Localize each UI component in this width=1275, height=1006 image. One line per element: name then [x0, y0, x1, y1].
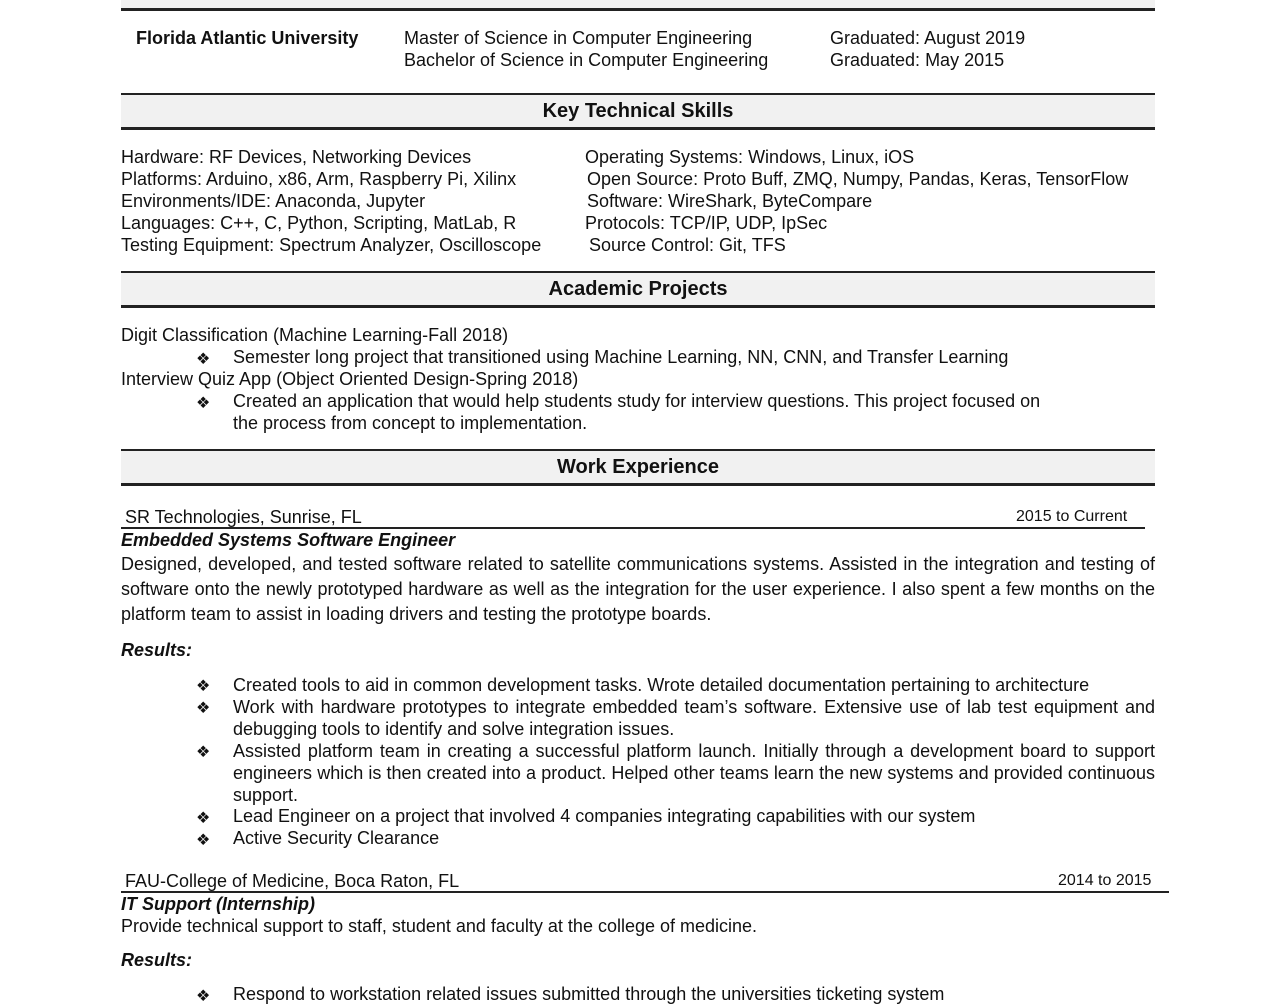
degree-bachelors: Bachelor of Science in Computer Engineering [404, 50, 769, 70]
section-header-skills: Key Technical Skills [121, 93, 1155, 130]
diamond-bullet-icon: ❖ [196, 678, 211, 695]
section-header-work: Work Experience [121, 449, 1155, 486]
project-bullet-text: the process from concept to implementation. [233, 413, 588, 433]
diamond-bullet-icon: ❖ [196, 832, 211, 849]
section-header-projects: Academic Projects [121, 271, 1155, 308]
skill-environments: Environments/IDE: Anaconda, Jupyter [121, 191, 426, 211]
skill-source-control: Source Control: Git, TFS [589, 235, 786, 255]
job-description: Provide technical support to staff, student and faculty at the college of medicine. [121, 916, 758, 936]
employer-name: SR Technologies, Sunrise, FL [125, 507, 362, 527]
skill-hardware: Hardware: RF Devices, Networking Devices [121, 147, 472, 167]
skill-software: Software: WireShark, ByteCompare [587, 191, 873, 211]
employment-dates: 2014 to 2015 [1058, 872, 1152, 889]
graduation-bachelors: Graduated: May 2015 [830, 50, 1005, 70]
employer-underline [121, 891, 1169, 893]
diamond-bullet-icon: ❖ [196, 810, 211, 827]
skill-languages: Languages: C++, C, Python, Scripting, MatLab, R [121, 213, 517, 233]
skill-protocols: Protocols: TCP/IP, UDP, IpSec [585, 213, 828, 233]
diamond-bullet-icon: ❖ [196, 744, 211, 761]
result-item: Lead Engineer on a project that involved 4 companies integrating capabilities with our system [233, 806, 976, 826]
skill-open-source: Open Source: Proto Buff, ZMQ, Numpy, Pandas, Keras, TensorFlow [587, 169, 1129, 189]
skill-operating-systems: Operating Systems: Windows, Linux, iOS [585, 147, 915, 167]
diamond-bullet-icon: ❖ [196, 700, 211, 717]
diamond-bullet-icon: ❖ [196, 988, 211, 1005]
employer-underline [121, 527, 1145, 529]
diamond-bullet-icon: ❖ [196, 351, 211, 368]
top-section-divider [121, 0, 1155, 11]
job-role: IT Support (Internship) [121, 894, 315, 914]
result-item: Assisted platform team in creating a successful platform launch. Initially through a development board to support engineers which is then created into a product. Helped other teams learn the new systems and provided continuous support. [233, 741, 1155, 805]
job-description: Designed, developed, and tested software related to satellite communications systems. Assisted in the integration and testing of software onto the newly prototyped hardware as well as the integration for the user experience. I also spent a few months on the platform team to assist in loading drivers and testing the prototype boards. [121, 554, 1155, 624]
result-item: Active Security Clearance [233, 828, 440, 848]
result-item: Created tools to aid in common development tasks. Wrote detailed documentation pertaining to architecture [233, 675, 1090, 695]
results-label: Results: [121, 950, 193, 970]
diamond-bullet-icon: ❖ [196, 395, 211, 412]
project-bullet-text: Semester long project that transitioned using Machine Learning, NN, CNN, and Transfer Learning [233, 347, 1009, 367]
result-item: Respond to workstation related issues submitted through the universities ticketing system [233, 984, 945, 1004]
employer-name: FAU-College of Medicine, Boca Raton, FL [125, 871, 460, 891]
skill-testing-equipment: Testing Equipment: Spectrum Analyzer, Oscilloscope [121, 235, 542, 255]
job-role: Embedded Systems Software Engineer [121, 530, 456, 550]
project-bullet-text: Created an application that would help students study for interview questions. This project focused on [233, 391, 1041, 411]
employment-dates: 2015 to Current [1016, 508, 1128, 525]
project-title: Digit Classification (Machine Learning-Fall 2018) [121, 325, 509, 345]
graduation-masters: Graduated: August 2019 [830, 28, 1026, 48]
school-name: Florida Atlantic University [136, 28, 359, 48]
results-label: Results: [121, 640, 193, 660]
result-item: Work with hardware prototypes to integrate embedded team’s software. Extensive use of lab test equipment and debugging tools to identify and solve integration issues. [233, 697, 1155, 739]
degree-masters: Master of Science in Computer Engineering [404, 28, 753, 48]
project-title: Interview Quiz App (Object Oriented Design-Spring 2018) [121, 369, 579, 389]
skill-platforms: Platforms: Arduino, x86, Arm, Raspberry Pi, Xilinx [121, 169, 517, 189]
